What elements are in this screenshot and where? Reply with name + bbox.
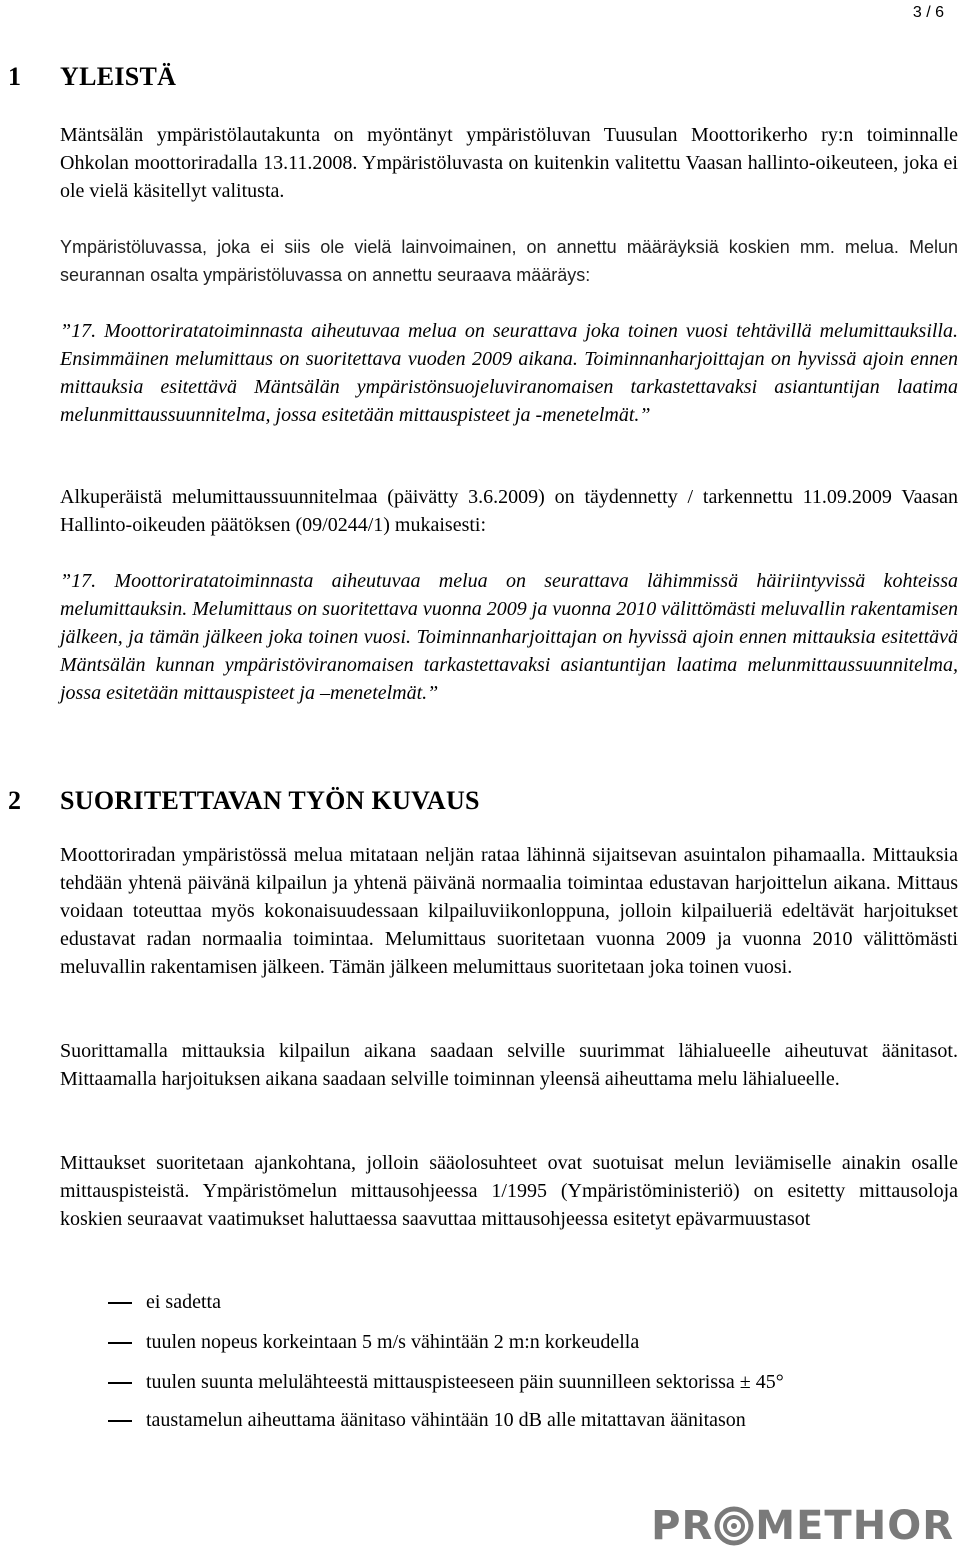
section-1-paragraph-3: Alkuperäistä melumittaussuunnitelmaa (päivätty 3.6.2009) on täydennetty / tarkennettu 11.09.2009 Vaasan Hallinto-oikeuden päätöksen (09/0244/1) mukaisesti: — [60, 486, 958, 536]
section-1-heading — [8, 62, 176, 92]
dash-bullet-icon — [108, 1302, 132, 1304]
section-1-paragraph-2: Ympäristöluvassa, joka ei siis ole vielä lainvoimainen, on annettu määräyksiä koskien mm. melua. Melun seurannan osalta ympäristöluvassa on annettu seuraava määräys: — [60, 237, 958, 285]
section-2-paragraph-3: Mittaukset suoritetaan ajankohtana, jolloin sääolosuhteet ovat suotuisat melun leviämiselle ainakin osalle mittauspisteistä. Ympäristömelun mittausohjeessa 1/1995 (Ympäristöministeriö) on esitetty mittausoloja koskien seuraavat vaatimukset haluttaessa saavuttaa mittausohjeessa esitetyt epävarmuustasot — [60, 1152, 958, 1230]
logo-text-suffix: METHOR — [755, 1503, 954, 1549]
dash-bullet-icon — [108, 1342, 132, 1344]
list-item — [108, 1406, 958, 1446]
section-2-number: 2 — [8, 786, 22, 815]
list-item-text: tuulen suunta melulähteestä mittauspisteeseen päin suunnilleen sektorissa ± 45° — [146, 1371, 784, 1393]
section-2-paragraph-1: Moottoriradan ympäristössä melua mitataan neljän rataa lähinnä sijaitsevan asuintalon pihamaalla. Mittauksia tehdään yhtenä päivänä kilpailun ja yhtenä päivänä normaalia toimintaa edustavan harjoittelun aikana. Mittaus voidaan toteuttaa myös kokonaisuudessaan kilpailuviikonloppuna, jolloin kilpailueriä edeltävät harjoitukset edustavat radan normaalia toimintaa. Melumittaus suoritetaan vuonna 2009 ja vuonna 2010 välittömästi meluvallin rakentamisen jälkeen. Tämän jälkeen melumittaus suoritetaan joka toinen vuosi. — [60, 844, 958, 978]
list-item-text: ei sadetta — [146, 1291, 221, 1313]
list-item — [108, 1368, 958, 1408]
dash-bullet-icon — [108, 1382, 132, 1384]
promethor-logo — [651, 1503, 954, 1549]
list-item — [108, 1328, 958, 1368]
list-item-text: taustamelun aiheuttama äänitaso vähintään 10 dB alle mitattavan äänitason — [146, 1409, 746, 1431]
logo-text-prefix: PR — [651, 1503, 714, 1549]
section-1-quote-2: ”17. Moottoriratatoiminnasta aiheutuvaa melua on seurattava lähimmissä häiriintyvissä kohteissa melumittauksin. Melumittaus on suoritettava vuonna 2009 ja vuonna 2010 välittömästi meluvallin rakentamisen jälkeen, ja tämän jälkeen joka toinen vuosi. Toiminnanharjoittajan on hyvissä ajoin ennen mittauksia esitettävä Mäntsälän kunnan ympäristöviranomaisen tarkastettavaksi asiantuntijan laatima melunmittaussuunnitelma, jossa esitetään mittauspisteet ja –menetelmät.” — [60, 570, 958, 704]
list-item — [108, 1288, 958, 1328]
section-1-quote-1: ”17. Moottoriratatoiminnasta aiheutuvaa melua on seurattava joka toinen vuosi tehtävillä melumittauksilla. Ensimmäinen melumittaus on suoritettava vuoden 2009 aikana. Toiminnanharjoittajan on hyvissä ajoin ennen mittauksia esitettävä Mäntsälän ympäristönsuojeluviranomaisen tarkastettavaksi asiantuntijan laatima melunmittaussuunnitelma, jossa esitetään mittauspisteet ja -menetelmät.” — [60, 320, 958, 426]
section-1-number: 1 — [8, 62, 22, 91]
list-item-text: tuulen nopeus korkeintaan 5 m/s vähintään 2 m:n korkeudella — [146, 1331, 640, 1353]
section-2-title: SUORITETTAVAN TYÖN KUVAUS — [60, 786, 480, 815]
section-1-paragraph-1: Mäntsälän ympäristölautakunta on myöntänyt ympäristöluvan Tuusulan Moottorikerho ry:n toiminnalle Ohkolan moottoriradalla 13.11.2008. Ympäristöluvasta on kuitenkin valitettu Vaasan hallinto-oikeuteen, joka ei ole vielä käsitellyt valitusta. — [60, 124, 958, 202]
section-2-heading — [8, 786, 480, 816]
signal-o-icon — [714, 1506, 754, 1546]
section-2-paragraph-2: Suorittamalla mittauksia kilpailun aikana saadaan selville suurimmat lähialueelle aiheutuvat äänitasot. Mittaamalla harjoituksen aikana saadaan selville toiminnan yleensä aiheuttama melu lähialueelle. — [60, 1040, 958, 1090]
page-number: 3 / 6 — [912, 4, 944, 21]
dash-bullet-icon — [108, 1420, 132, 1422]
requirements-list — [108, 1288, 958, 1446]
section-1-title: YLEISTÄ — [60, 62, 177, 91]
